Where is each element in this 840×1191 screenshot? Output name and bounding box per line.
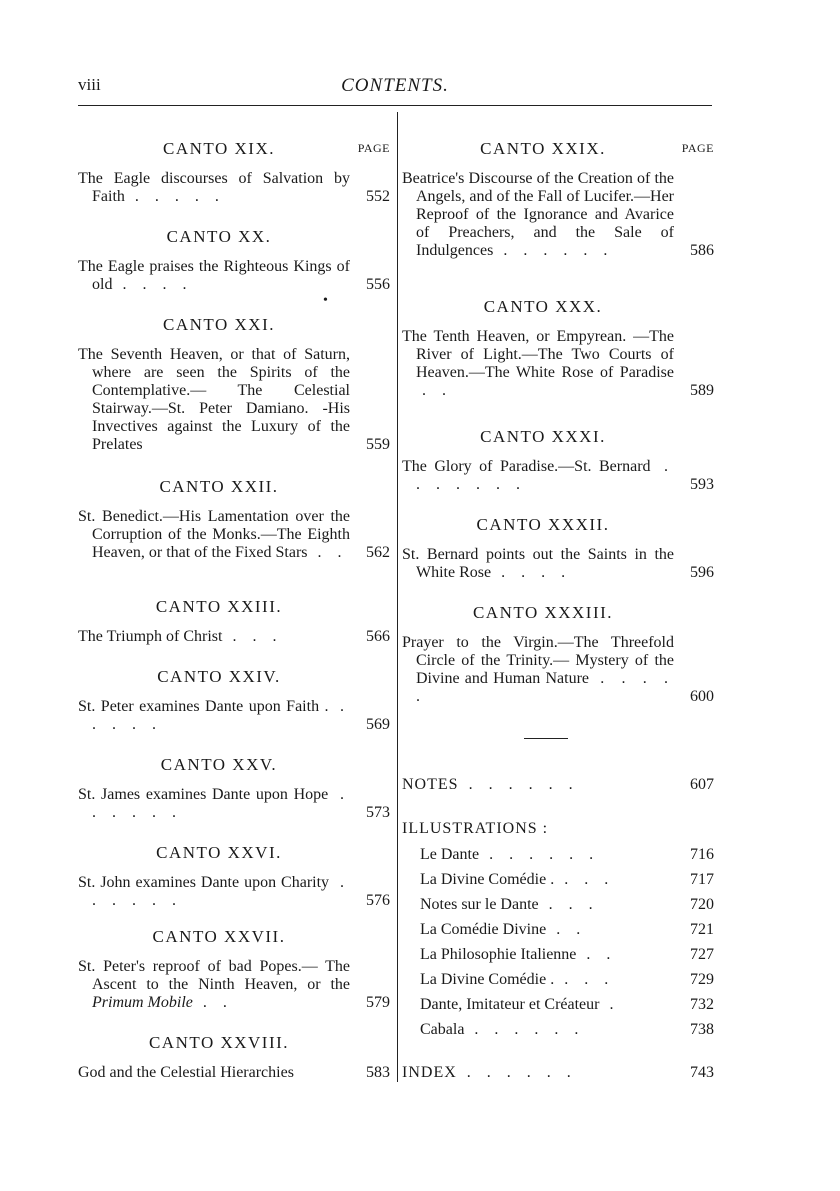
- ink-mark: •: [323, 293, 328, 308]
- entry-text: Le Dante: [420, 846, 480, 863]
- page-number: 738: [690, 1021, 714, 1038]
- page-number: 566: [366, 628, 390, 645]
- page-number: 589: [690, 382, 714, 399]
- page-number: 573: [366, 804, 390, 821]
- page-title: CONTENTS.: [341, 75, 449, 96]
- entry-text: Notes sur le Dante: [420, 896, 539, 913]
- notes-label: NOTES: [402, 776, 459, 793]
- toc-entry-illustration[interactable]: [402, 871, 714, 889]
- entry-text: St. James examines Dante upon Hope: [78, 786, 329, 803]
- leader-dots: . . . . . .: [468, 776, 579, 793]
- entry-text: Beatrice's Discourse of the Creation of the Angels, and of the Fall of Lucifer.—Her Reproof of the Ignorance and Avarice of Preachers, and the Sale of Indulgences: [402, 170, 674, 259]
- toc-entry-illustration[interactable]: [402, 971, 714, 989]
- entry-text: The Triumph of Christ: [78, 628, 223, 645]
- leader-dots: . .: [422, 382, 452, 399]
- canto-title: CANTO XXVI.: [156, 843, 282, 862]
- entry-text: The Tenth Heaven, or Empyrean. —The River of Light.—The Two Courts of Heaven.—The White Rose of Paradise: [402, 328, 674, 381]
- toc-entry-illustration[interactable]: [402, 946, 714, 964]
- leader-dots: . . . . .: [134, 188, 225, 205]
- page-header: [78, 75, 712, 103]
- canto-title: CANTO XXIV.: [157, 667, 281, 686]
- page-number: 593: [690, 476, 714, 493]
- entry-text: Prayer to the Virgin.—The Threefold Circle of the Trinity.— Mystery of the Divine and Human Nature: [402, 634, 674, 687]
- leader-dots: . .: [586, 946, 617, 963]
- column-divider: [397, 112, 398, 1082]
- page-number: 569: [366, 716, 390, 733]
- header-rule: [78, 105, 712, 106]
- leader-dots: . . . .: [122, 276, 193, 293]
- illustrations-label: ILLUSTRATIONS :: [402, 820, 549, 837]
- leader-dots: . . .: [564, 871, 615, 888]
- entry-text: The Seventh Heaven, or that of Saturn, where are seen the Spirits of the Contemplative.— The Celestial Stairway.—St. Peter Damiano. -His Invectives against the Luxury of the Prelates: [78, 346, 350, 453]
- leader-dots: . . . . . . .: [416, 458, 675, 493]
- page-number: 556: [366, 276, 390, 293]
- entry-text: The Eagle praises the Righteous Kings of old: [78, 258, 350, 293]
- canto-title: CANTO XXXI.: [480, 427, 606, 446]
- toc-entry-illustration[interactable]: [402, 921, 714, 939]
- canto-title: CANTO XXVIII.: [148, 1033, 290, 1052]
- leader-dots: . . . . . .: [503, 242, 614, 259]
- leader-dots: . . . . . .: [466, 1064, 577, 1081]
- toc-entry-illustration[interactable]: [402, 996, 714, 1014]
- leader-dots: . . . . . .: [92, 786, 350, 821]
- toc-entry-canto-23[interactable]: [78, 596, 390, 646]
- page-number: 600: [690, 688, 714, 705]
- page-number: 717: [690, 871, 714, 888]
- leader-dots: . . . . . .: [489, 846, 600, 863]
- toc-entry-canto-25[interactable]: [78, 754, 390, 822]
- entry-italic: Primum Mobile: [92, 994, 193, 1011]
- canto-title: CANTO XXXII.: [476, 515, 610, 534]
- illustrations-heading: [402, 820, 714, 838]
- entry-text: God and the Celestial Hierarchies: [78, 1064, 294, 1081]
- entry-text: St. John examines Dante upon Charity: [78, 874, 330, 891]
- index-label: INDEX: [402, 1064, 457, 1081]
- page-number: 732: [690, 996, 714, 1013]
- entry-text: St. Benedict.—His Lamentation over the Corruption of the Monks.—The Eighth Heaven, or that of the Fixed Stars: [78, 508, 350, 561]
- entry-text: St. Peter's reproof of bad Popes.— The Ascent to the Ninth Heaven, or the: [78, 958, 350, 993]
- page-number: 743: [690, 1064, 714, 1081]
- canto-title: CANTO XXV.: [160, 755, 278, 774]
- canto-title: CANTO XXX.: [483, 297, 603, 316]
- leader-dots: . . . . . .: [474, 1021, 585, 1038]
- page-number: 596: [690, 564, 714, 581]
- canto-title: CANTO XIX.: [163, 139, 275, 158]
- page-number: 607: [690, 776, 714, 793]
- toc-entry-canto-24[interactable]: [78, 666, 390, 734]
- canto-title: CANTO XX.: [166, 227, 272, 246]
- toc-entry-illustration[interactable]: [402, 1021, 714, 1039]
- leader-dots: . . .: [232, 628, 283, 645]
- leader-dots: . .: [317, 544, 348, 561]
- canto-title: CANTO XXII.: [159, 477, 279, 496]
- leader-dots: . .: [202, 994, 233, 1011]
- page-number: 729: [690, 971, 714, 988]
- toc-entry-canto-30[interactable]: [402, 296, 714, 400]
- leader-dots: . . . . .: [416, 670, 675, 705]
- page-number: 716: [690, 846, 714, 863]
- toc-entry-illustration[interactable]: [402, 896, 714, 914]
- toc-entry-canto-29[interactable]: [402, 138, 714, 260]
- page-number: 576: [366, 892, 390, 909]
- leader-dots: . . .: [548, 896, 599, 913]
- toc-entry-canto-20[interactable]: [78, 226, 390, 294]
- canto-title: CANTO XXIX.: [480, 139, 606, 158]
- toc-entry-canto-32[interactable]: [402, 514, 714, 582]
- leader-dots: . . . . . .: [92, 874, 350, 909]
- page-number: 562: [366, 544, 390, 561]
- entry-text: La Divine Comédie .: [420, 971, 555, 988]
- toc-entry-index[interactable]: [402, 1064, 714, 1082]
- entry-text: St. Peter examines Dante upon Faith .: [78, 698, 329, 715]
- page-number: viii: [78, 75, 101, 94]
- leader-dots: . . . .: [501, 564, 572, 581]
- toc-entry-canto-27[interactable]: [78, 926, 390, 1012]
- entry-text: La Comédie Divine: [420, 921, 547, 938]
- page-number: 727: [690, 946, 714, 963]
- entry-text: The Glory of Paradise.—St. Bernard: [402, 458, 651, 475]
- leader-dots: [143, 436, 149, 453]
- page-number: 559: [366, 436, 390, 453]
- toc-entry-canto-21[interactable]: [78, 314, 390, 454]
- toc-entry-canto-31[interactable]: [402, 426, 714, 494]
- canto-title: CANTO XXI.: [163, 315, 275, 334]
- entry-text: St. Bernard points out the Saints in the White Rose: [402, 546, 674, 581]
- toc-entry-canto-26[interactable]: [78, 842, 390, 910]
- canto-title: CANTO XXIII.: [155, 597, 283, 616]
- canto-title: CANTO XXVII.: [152, 927, 286, 946]
- page-column-label: PAGE: [681, 141, 714, 155]
- page-column-label: PAGE: [357, 141, 390, 155]
- leader-dots: . . .: [564, 971, 615, 988]
- toc-entry-canto-22[interactable]: [78, 476, 390, 562]
- section-divider: [524, 738, 568, 739]
- page-number: 579: [366, 994, 390, 1011]
- leader-dots: . . . . .: [92, 698, 351, 733]
- page-number: 586: [690, 242, 714, 259]
- entry-text: Dante, Imitateur et Créateur: [420, 996, 600, 1013]
- canto-title: CANTO XXXIII.: [472, 603, 614, 622]
- toc-entry-canto-33[interactable]: [402, 602, 714, 706]
- page-number: 583: [366, 1064, 390, 1081]
- leader-dots: . .: [556, 921, 587, 938]
- toc-entry-notes[interactable]: [402, 776, 714, 794]
- entry-text: La Divine Comédie .: [420, 871, 555, 888]
- entry-text: Cabala: [420, 1021, 465, 1038]
- toc-entry-canto-28[interactable]: [78, 1032, 390, 1082]
- page-number: 720: [690, 896, 714, 913]
- entry-text: La Philosophie Italienne: [420, 946, 577, 963]
- toc-entry-illustration[interactable]: [402, 846, 714, 864]
- page-number: 721: [690, 921, 714, 938]
- toc-entry-canto-19[interactable]: [78, 138, 390, 206]
- leader-dots: .: [609, 996, 620, 1013]
- entry-text: The Eagle discourses of Salvation by Faith: [78, 170, 350, 205]
- page-number: 552: [366, 188, 390, 205]
